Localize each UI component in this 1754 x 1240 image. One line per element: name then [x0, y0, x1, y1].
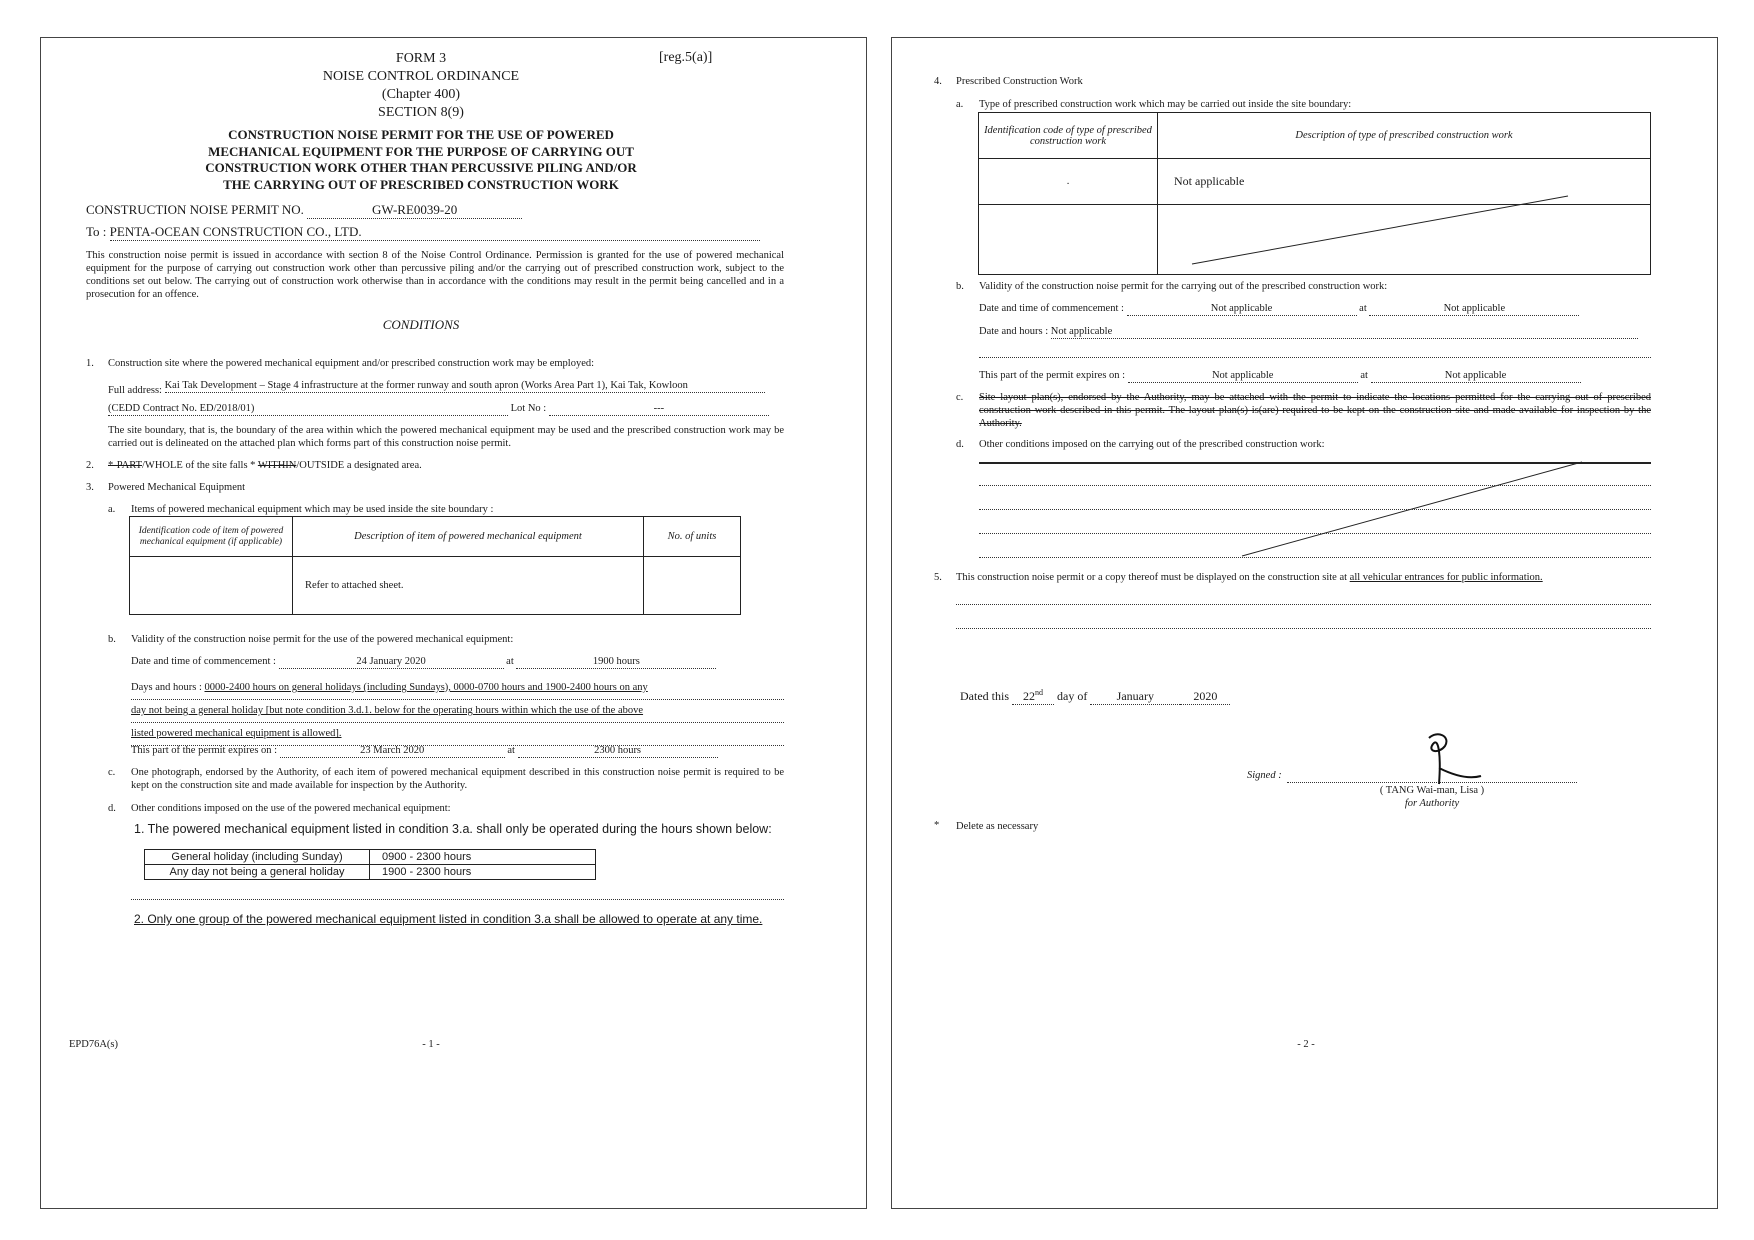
- footnote-mark: *: [934, 820, 940, 831]
- pme-table: [129, 516, 741, 615]
- commencement-time: Not applicable: [1369, 302, 1579, 316]
- condition-3a-label: a.: [108, 504, 116, 515]
- condition-3b-text: Validity of the construction noise permit for the use of the powered mechanical equipment:: [131, 634, 514, 645]
- title-line: MECHANICAL EQUIPMENT FOR THE PURPOSE OF CARRYING OUT: [208, 143, 634, 159]
- form-heading: [271, 50, 571, 122]
- condition-2-end: /OUTSIDE a designated area.: [296, 460, 422, 471]
- intro-paragraph: This construction noise permit is issued in accordance with section 8 of the Noise Control Ordinance. Permission is granted for the use of powered mechanical equipment for the purpose of carrying out construction work other than percussive piling and/or the carrying out of prescribed construction work, subject to the conditions set out below. The carrying out of construction work otherwise than in accordance with the conditions may result in the permit being cancelled and in a prosecution for an offence.: [86, 250, 784, 300]
- condition-1-number: 1.: [86, 358, 94, 369]
- commencement-date: 24 January 2020: [279, 655, 504, 669]
- table-header-row: [130, 517, 741, 557]
- pcw-code-cell: .: [979, 159, 1158, 205]
- permit-no-label: CONSTRUCTION NOISE PERMIT NO.: [86, 202, 304, 217]
- hours-day-cell: Any day not being a general holiday: [145, 865, 370, 880]
- footnote-text: Delete as necessary: [956, 821, 1039, 832]
- blank-line: [979, 356, 1651, 358]
- signature-graphic: [1417, 728, 1507, 788]
- condition-4d-text: Other conditions imposed on the carrying out of the prescribed construction work:: [979, 439, 1325, 450]
- pme-units-header: No. of units: [644, 517, 741, 557]
- commencement-label: Date and time of commencement :: [131, 656, 276, 667]
- conditions-heading: CONDITIONS: [382, 317, 460, 332]
- permit-no-row: [86, 202, 522, 219]
- condition-4b-label: b.: [956, 281, 964, 292]
- title-line: CONSTRUCTION WORK OTHER THAN PERCUSSIVE PILING AND/OR: [205, 160, 637, 175]
- signatory-name: ( TANG Wai-man, Lisa ): [1379, 785, 1485, 796]
- condition-5-text: [956, 571, 1543, 584]
- dated-day: 22: [1023, 689, 1035, 703]
- condition-3c-text: One photograph, endorsed by the Authority, of each item of powered mechanical equipment described in this construction noise permit is required to be kept on the construction site and made available for inspection by the Authority.: [131, 767, 784, 791]
- pme-expiry-row: [131, 744, 784, 758]
- to-label: To :: [86, 224, 107, 239]
- days-label: Days and hours :: [131, 682, 202, 693]
- to-row: [86, 224, 784, 241]
- pme-code-header: Identification code of item of powered mechanical equipment (if applicable): [130, 517, 293, 557]
- expiry-date: 23 March 2020: [280, 744, 505, 758]
- pme-commencement-row: [131, 655, 784, 669]
- condition-4b-text: Validity of the construction noise permit for the carrying out of the prescribed construction work:: [979, 281, 1388, 292]
- days-text-1: 0000-2400 hours on general holidays (including Sundays), 0000-0700 hours and 1900-2400 hours on any: [204, 682, 648, 693]
- condition-4c-label: c.: [956, 392, 964, 403]
- days-text-3: listed powered mechanical equipment is allowed].: [131, 723, 784, 746]
- blank-line: [956, 627, 1651, 629]
- signature-stroke: [1429, 734, 1481, 784]
- pme-description-cell: Refer to attached sheet.: [293, 557, 644, 615]
- rule-line: [979, 462, 1651, 464]
- full-address-label: Full address:: [108, 385, 162, 396]
- condition-3a-text: Items of powered mechanical equipment which may be used inside the site boundary :: [131, 504, 494, 515]
- condition-4-text: Prescribed Construction Work: [956, 76, 1083, 87]
- condition-5-text-b: all vehicular entrances for public information.: [1349, 572, 1543, 583]
- pcw-expiry-row: [979, 369, 1651, 383]
- dated-day-suffix: nd: [1035, 688, 1043, 697]
- permit-title: [141, 127, 701, 193]
- condition-3-text: Powered Mechanical Equipment: [108, 482, 246, 493]
- page-1: [40, 37, 867, 1209]
- form-number: FORM 3: [395, 51, 447, 66]
- dated-row: [960, 688, 1230, 705]
- condition-4d-label: d.: [956, 439, 964, 450]
- full-address-row: [108, 379, 784, 397]
- commencement-label: Date and time of commencement :: [979, 303, 1124, 314]
- expiry-label: This part of the permit expires on :: [131, 745, 278, 756]
- days-line: [131, 677, 784, 700]
- condition-2-text: [108, 459, 422, 472]
- condition-3d-1: 1. The powered mechanical equipment listed in condition 3.a. shall only be operated during the hours shown below:: [134, 822, 772, 836]
- at-label: at: [507, 745, 515, 756]
- title-line: THE CARRYING OUT OF PRESCRIBED CONSTRUCTION WORK: [223, 176, 619, 192]
- commencement-date: Not applicable: [1127, 302, 1357, 316]
- day-of-label: day of: [1057, 689, 1088, 703]
- pme-description-header: Description of item of powered mechanical equipment: [293, 517, 644, 557]
- section: SECTION 8(9): [378, 105, 464, 120]
- dated-month: January: [1090, 689, 1180, 705]
- blank-line: [956, 603, 1651, 605]
- pcw-days-row: [979, 325, 1651, 339]
- condition-5-number: 5.: [934, 572, 942, 583]
- pme-code-cell: [130, 557, 293, 615]
- page-number: - 2 -: [1297, 1039, 1315, 1050]
- lot-value: ---: [549, 402, 769, 416]
- condition-3-number: 3.: [86, 482, 94, 493]
- dated-day-field: [1012, 688, 1054, 705]
- chapter: (Chapter 400): [381, 87, 461, 102]
- pcw-description-cell: Not applicable: [1158, 159, 1651, 205]
- pcw-code-header: Identification code of type of prescribed construction work: [979, 113, 1158, 159]
- expiry-label: This part of the permit expires on :: [979, 370, 1126, 381]
- condition-3b-label: b.: [108, 634, 116, 645]
- condition-3d-text: Other conditions imposed on the use of the powered mechanical equipment:: [131, 803, 451, 814]
- pcw-commencement-row: [979, 302, 1651, 316]
- pme-units-cell: [644, 557, 741, 615]
- table-row: [145, 865, 596, 880]
- table-row: [145, 850, 596, 865]
- pcw-cross-out-line: [1192, 196, 1568, 264]
- to-value: PENTA-OCEAN CONSTRUCTION CO., LTD.: [110, 224, 760, 241]
- blank-line: [979, 508, 1651, 510]
- title-line: CONSTRUCTION NOISE PERMIT FOR THE USE OF POWERED: [228, 127, 614, 142]
- struck-part: *-PART: [108, 460, 142, 471]
- expiry-time: 2300 hours: [518, 744, 718, 758]
- dated-label: Dated this: [960, 689, 1009, 703]
- for-authority: for Authority: [1404, 798, 1460, 809]
- condition-2-number: 2.: [86, 460, 94, 471]
- blank-line: [979, 484, 1651, 486]
- pcw-description-header: Description of type of prescribed construction work: [1158, 113, 1651, 159]
- blank-line: [979, 532, 1651, 534]
- table-row: [130, 557, 741, 615]
- expiry-date: Not applicable: [1128, 369, 1358, 383]
- condition-1-text: Construction site where the powered mechanical equipment and/or prescribed construction work may be employed:: [108, 358, 595, 369]
- days-value: Not applicable: [1051, 325, 1638, 339]
- cross-out-lines: [892, 38, 1719, 1210]
- pme-days-hours: [131, 677, 784, 746]
- at-label: at: [1359, 303, 1367, 314]
- signature-line: [1287, 781, 1577, 783]
- contract-row: [108, 402, 784, 416]
- struck-within: WITHIN: [257, 460, 297, 471]
- condition-3c-label: c.: [108, 767, 116, 778]
- condition-4a-text: Type of prescribed construction work which may be carried out inside the site boundary:: [979, 99, 1352, 110]
- dated-year: 2020: [1180, 689, 1230, 705]
- condition-4c-text: Site layout plan(s), endorsed by the Authority, may be attached with the permit to indicate the locations permitted for the carrying out of prescribed construction work described in this permit. The layout plan(s) is(are) required to be kept on the construction site and made available for inspection by the Authority.: [979, 392, 1651, 429]
- hours-day-cell: General holiday (including Sunday): [145, 850, 370, 865]
- at-label: at: [506, 656, 514, 667]
- signed-label: Signed :: [1247, 770, 1282, 781]
- blank-line: [131, 898, 784, 900]
- contract-value: (CEDD Contract No. ED/2018/01): [108, 402, 508, 416]
- condition-4a-label: a.: [956, 99, 964, 110]
- operating-hours-table: [144, 849, 596, 880]
- full-address-value: Kai Tak Development – Stage 4 infrastructure at the former runway and south apron (Works Area Part 1), Kai Tak, Kowloon: [165, 379, 765, 393]
- page-2: [891, 37, 1718, 1209]
- expiry-time: Not applicable: [1371, 369, 1581, 383]
- days-label: Date and hours :: [979, 326, 1049, 337]
- site-boundary-text: The site boundary, that is, the boundary of the area within which the powered mechanical equipment may be used and the prescribed construction work may be carried out is delineated on the attached plan which forms part of this construction noise permit.: [108, 425, 784, 449]
- condition-3d-2: 2. Only one group of the powered mechanical equipment listed in condition 3.a shall be allowed to operate at any time.: [134, 912, 763, 926]
- regulation-ref: [reg.5(a)]: [659, 50, 713, 65]
- condition-3d-label: d.: [108, 803, 116, 814]
- ordinance-name: NOISE CONTROL ORDINANCE: [322, 69, 520, 84]
- condition-5-text-a: This construction noise permit or a copy thereof must be displayed on the construction site at: [956, 572, 1350, 583]
- lot-label: Lot No :: [510, 403, 547, 414]
- condition-2-mid: /WHOLE of the site falls *: [142, 460, 256, 471]
- days-text-2: day not being a general holiday [but note condition 3.d.1. below for the operating hours within which the use of the above: [131, 700, 784, 723]
- hours-time-cell: 0900 - 2300 hours: [370, 850, 596, 865]
- permit-no-value: GW-RE0039-20: [307, 202, 522, 219]
- page-number: - 1 -: [422, 1039, 440, 1050]
- condition-4-number: 4.: [934, 76, 942, 87]
- commencement-time: 1900 hours: [516, 655, 716, 669]
- blank-line: [979, 556, 1651, 558]
- hours-time-cell: 1900 - 2300 hours: [370, 865, 596, 880]
- at-label: at: [1360, 370, 1368, 381]
- form-code: EPD76A(s): [69, 1039, 118, 1050]
